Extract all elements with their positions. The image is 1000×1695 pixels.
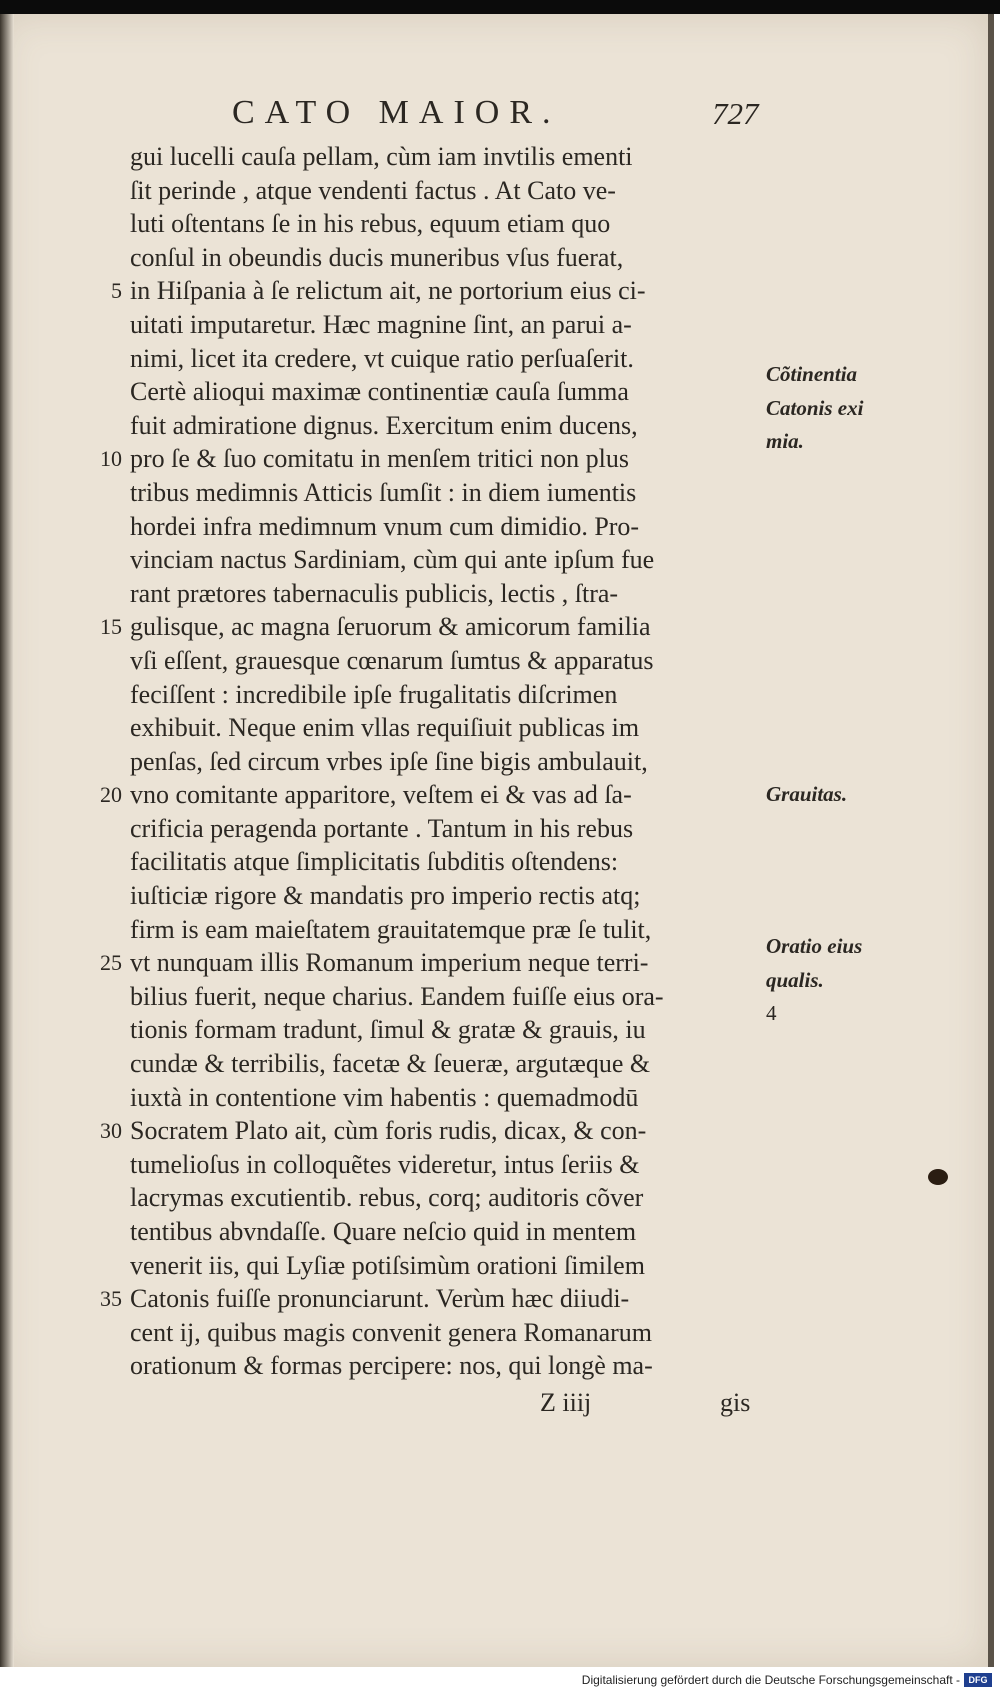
line-text: fuit admiratione dignus. Exercitum enim ducens, (130, 410, 638, 440)
line-text: tumelioſus in colloquẽtes videretur, intus ſeriis & (130, 1149, 640, 1179)
line-text: Certè alioqui maximæ continentiæ cauſa ſumma (130, 377, 629, 407)
line-text: vno comitante apparitore, veſtem ei & vas ad ſa- (130, 780, 632, 810)
line-text: tionis formam tradunt, ſimul & gratæ & grauis, iu (130, 1015, 646, 1045)
marginal-note-continentia (766, 358, 936, 459)
line-number: 30 (100, 1118, 122, 1144)
text-line (130, 375, 760, 409)
main-text-block (100, 140, 760, 1423)
text-line (130, 1349, 760, 1383)
text-line (130, 1316, 760, 1350)
line-text: lacrymas excutientib. rebus, corq; auditoris cõver (130, 1183, 644, 1213)
text-line (100, 610, 760, 644)
text-line (130, 711, 760, 745)
top-dark-border (0, 0, 1000, 14)
text-line (130, 1013, 760, 1047)
line-text: penſas, ſed circum vrbes ipſe ſine bigis ambulauit, (130, 746, 648, 776)
text-line (130, 879, 760, 913)
line-text: feciſſent : incredibile ipſe frugalitatis diſcrimen (130, 679, 618, 709)
text-line (100, 442, 760, 476)
line-text: bilius fuerit, neque charius. Eandem fuiſſe eius ora- (130, 981, 664, 1011)
marginal-note-line: qualis. (766, 967, 824, 992)
line-text: vt nunquam illis Romanum imperium neque terri- (130, 948, 649, 978)
line-number: 10 (100, 446, 122, 472)
signature-mark: Z iiij (540, 1387, 592, 1417)
marginal-note-oratio (766, 930, 936, 1031)
marginal-note-line: Cõtinentia (766, 362, 858, 386)
text-line (130, 644, 760, 678)
line-text: Catonis fuiſſe pronunciarunt. Verùm hæc diiudi- (130, 1284, 630, 1314)
dfg-logo-icon: DFG (964, 1673, 992, 1687)
line-text: uitati imputaretur. Hæc magnine ſint, an parui a- (130, 309, 632, 339)
catchline (130, 1383, 760, 1423)
line-text: gulisque, ac magna ſeruorum & amicorum familia (130, 612, 651, 642)
marginal-note-line: Catonis exi (766, 395, 864, 420)
line-number: 25 (100, 950, 122, 976)
text-line (100, 778, 760, 812)
text-line (130, 1047, 760, 1081)
text-line (130, 1148, 760, 1182)
line-text: cundæ & terribilis, facetæ & ſeueræ, argutæque & (130, 1049, 651, 1079)
text-line (130, 543, 760, 577)
line-text: ſit perinde , atque vendenti factus . At Cato ve- (130, 175, 616, 205)
text-line (130, 812, 760, 846)
line-text: Socratem Plato ait, cùm foris rudis, dicax, & con- (130, 1116, 647, 1146)
text-line (100, 1282, 760, 1316)
page-number: 727 (712, 96, 759, 131)
text-line (111, 274, 760, 308)
text-line (130, 207, 760, 241)
text-line (130, 409, 760, 443)
line-number: 35 (100, 1286, 122, 1312)
line-number: 15 (100, 614, 122, 640)
text-line (100, 1114, 760, 1148)
line-text: hordei infra medimnum vnum cum dimidio. Pro- (130, 511, 640, 541)
line-text: nimi, licet ita credere, vt cuique ratio perſuaſerit. (130, 343, 634, 373)
line-number: 20 (100, 782, 122, 808)
line-text: iuxtà in contentione vim habentis : quemadmodū (130, 1082, 639, 1112)
line-text: vinciam nactus Sardiniam, cùm qui ante ipſum fue (130, 545, 655, 575)
marginal-note-line: Grauitas. (766, 782, 848, 806)
catchword: gis (720, 1387, 751, 1417)
funding-credit: Digitalisierung gefördert durch die Deutsche Forschungsgemeinschaft - (581, 1673, 960, 1687)
line-text: conſul in obeundis ducis muneribus vſus fuerat, (130, 242, 624, 272)
line-text: cent ij, quibus magis convenit genera Romanarum (130, 1317, 653, 1347)
text-line (130, 342, 760, 376)
text-line (130, 174, 760, 208)
line-text: in Hiſpania à ſe relictum ait, ne portorium eius ci- (130, 276, 646, 306)
text-line (130, 577, 760, 611)
text-line (130, 980, 760, 1014)
line-text: gui lucelli cauſa pellam, cùm iam invtilis ementi (130, 142, 633, 171)
line-text: rant prætores tabernaculis publicis, lectis , ſtra- (130, 578, 619, 608)
text-line (130, 1249, 760, 1283)
text-line (130, 308, 760, 342)
text-line (130, 1081, 760, 1115)
text-line (130, 241, 760, 275)
marginal-note-line: 4 (766, 1001, 777, 1026)
line-text: firm is eam maieſtatem grauitatemque præ ſe tulit, (130, 914, 652, 944)
line-text: exhibuit. Neque enim vllas requiſiuit publicas im (130, 713, 640, 743)
text-line (130, 140, 760, 174)
page-gutter-shadow (0, 14, 14, 1667)
text-line (130, 913, 760, 947)
text-line (130, 1215, 760, 1249)
running-title: CATO MAIOR. (232, 94, 561, 131)
text-line (130, 1181, 760, 1215)
digitization-footer (0, 1667, 1000, 1695)
line-number: 5 (111, 278, 122, 304)
text-line (130, 510, 760, 544)
text-line (130, 745, 760, 779)
line-text: venerit iis, qui Lyſiæ potiſsimùm orationi ſimilem (130, 1250, 645, 1280)
book-page (0, 14, 994, 1667)
line-text: iuſticiæ rigore & mandatis pro imperio rectis atq; (130, 881, 641, 911)
text-line (130, 678, 760, 712)
page-header (0, 94, 988, 134)
line-text: tribus medimnis Atticis ſumſit : in diem iumentis (130, 477, 637, 507)
marginal-note-line: Oratio eius (766, 934, 863, 958)
line-text: tentibus abvndaſſe. Quare neſcio quid in mentem (130, 1217, 637, 1246)
marginal-note-line: mia. (766, 429, 804, 454)
text-line (100, 946, 760, 980)
line-text: luti oſtentans ſe in his rebus, equum etiam quo (130, 209, 611, 239)
line-text: pro ſe & ſuo comitatu in menſem tritici non plus (130, 444, 629, 474)
line-text: facilitatis atque ſimplicitatis ſubditis oſtendens: (130, 847, 619, 877)
text-line (130, 476, 760, 510)
line-text: crificia peragenda portante . Tantum in his rebus (130, 813, 634, 843)
marginal-note-grauitas (766, 778, 936, 812)
text-line (130, 845, 760, 879)
ink-stain (928, 1169, 948, 1185)
line-text: orationum & formas percipere: nos, qui longè ma- (130, 1351, 653, 1381)
line-text: vſi eſſent, grauesque cœnarum ſumtus & apparatus (130, 645, 654, 675)
